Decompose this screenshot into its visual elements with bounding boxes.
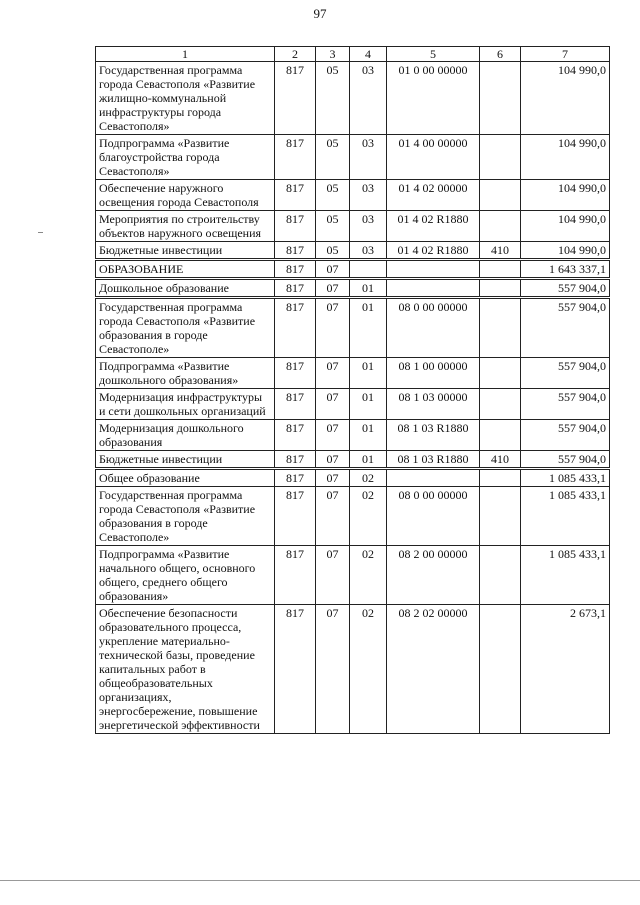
table-row: [96, 469, 610, 487]
target-item-cell: 08 1 03 00000: [387, 389, 480, 420]
section-code-cell: 07: [316, 260, 350, 279]
section-code-cell: 07: [316, 420, 350, 451]
row-name-cell: Обеспечение наружного освещения города Севастополя: [96, 180, 275, 211]
expense-type-cell: [480, 487, 521, 546]
row-name-cell: Дошкольное образование: [96, 279, 275, 298]
subsection-code-cell: 01: [350, 451, 387, 469]
subsection-code-cell: 03: [350, 62, 387, 135]
expense-type-cell: [480, 605, 521, 734]
section-code-cell: 05: [316, 180, 350, 211]
amount-cell: 557 904,0: [521, 389, 610, 420]
section-code-cell: 05: [316, 135, 350, 180]
grbs-code-cell: 817: [275, 180, 316, 211]
table-row: [96, 546, 610, 605]
target-item-cell: 08 1 03 R1880: [387, 420, 480, 451]
target-item-cell: 01 0 00 00000: [387, 62, 480, 135]
section-code-cell: 07: [316, 546, 350, 605]
grbs-code-cell: 817: [275, 389, 316, 420]
row-name-cell: Модернизация дошкольного образования: [96, 420, 275, 451]
amount-cell: 1 085 433,1: [521, 487, 610, 546]
section-code-cell: 07: [316, 487, 350, 546]
expense-type-cell: 410: [480, 242, 521, 260]
table-row: [96, 420, 610, 451]
expense-type-cell: 410: [480, 451, 521, 469]
subsection-code-cell: 01: [350, 420, 387, 451]
target-item-cell: 08 2 00 00000: [387, 546, 480, 605]
amount-cell: 557 904,0: [521, 358, 610, 389]
margin-mark: [38, 232, 43, 233]
expense-type-cell: [480, 389, 521, 420]
expense-type-cell: [480, 469, 521, 487]
expense-type-cell: [480, 420, 521, 451]
header-cell: 5: [387, 47, 480, 62]
header-cell: 3: [316, 47, 350, 62]
section-code-cell: 05: [316, 62, 350, 135]
table-row: [96, 211, 610, 242]
amount-cell: 104 990,0: [521, 180, 610, 211]
subsection-code-cell: 02: [350, 469, 387, 487]
header-cell: 1: [96, 47, 275, 62]
grbs-code-cell: 817: [275, 469, 316, 487]
amount-cell: 2 673,1: [521, 605, 610, 734]
grbs-code-cell: 817: [275, 605, 316, 734]
row-name-cell: Бюджетные инвестиции: [96, 242, 275, 260]
grbs-code-cell: 817: [275, 358, 316, 389]
section-code-cell: 05: [316, 242, 350, 260]
table-row: [96, 298, 610, 358]
grbs-code-cell: 817: [275, 260, 316, 279]
header-cell: 2: [275, 47, 316, 62]
section-code-cell: 07: [316, 358, 350, 389]
subsection-code-cell: 02: [350, 487, 387, 546]
grbs-code-cell: 817: [275, 546, 316, 605]
grbs-code-cell: 817: [275, 420, 316, 451]
target-item-cell: [387, 469, 480, 487]
table-row: [96, 605, 610, 734]
subsection-code-cell: 03: [350, 242, 387, 260]
amount-cell: 557 904,0: [521, 298, 610, 358]
amount-cell: 1 085 433,1: [521, 469, 610, 487]
section-code-cell: 07: [316, 451, 350, 469]
amount-cell: 104 990,0: [521, 62, 610, 135]
budget-table: [95, 46, 610, 734]
subsection-code-cell: 03: [350, 180, 387, 211]
row-name-cell: Модернизация инфраструктуры и сети дошкольных организаций: [96, 389, 275, 420]
table-row: [96, 180, 610, 211]
amount-cell: 1 643 337,1: [521, 260, 610, 279]
row-name-cell: Мероприятия по строительству объектов наружного освещения: [96, 211, 275, 242]
table-row: [96, 62, 610, 135]
expense-type-cell: [480, 180, 521, 211]
expense-type-cell: [480, 260, 521, 279]
subsection-code-cell: 01: [350, 389, 387, 420]
row-name-cell: Подпрограмма «Развитие начального общего, основного общего, среднего общего образования»: [96, 546, 275, 605]
header-cell: 4: [350, 47, 387, 62]
row-name-cell: Подпрограмма «Развитие благоустройства города Севастополя»: [96, 135, 275, 180]
row-name-cell: Государственная программа города Севастополя «Развитие образования в городе Севастополе»: [96, 487, 275, 546]
table-header-row: [96, 47, 610, 62]
section-code-cell: 07: [316, 279, 350, 298]
amount-cell: 104 990,0: [521, 242, 610, 260]
page-number: 97: [313, 6, 327, 21]
grbs-code-cell: 817: [275, 451, 316, 469]
amount-cell: 104 990,0: [521, 135, 610, 180]
amount-cell: 1 085 433,1: [521, 546, 610, 605]
row-name-cell: Государственная программа города Севастополя «Развитие образования в городе Севастополе»: [96, 298, 275, 358]
row-name-cell: Государственная программа города Севастополя «Развитие жилищно-коммунальной инфраструктуры города Севастополя»: [96, 62, 275, 135]
section-code-cell: 05: [316, 211, 350, 242]
table-row: [96, 242, 610, 260]
section-code-cell: 07: [316, 298, 350, 358]
expense-type-cell: [480, 135, 521, 180]
expense-type-cell: [480, 298, 521, 358]
subsection-code-cell: 03: [350, 211, 387, 242]
subsection-code-cell: 01: [350, 279, 387, 298]
row-name-cell: Общее образование: [96, 469, 275, 487]
table-row: [96, 487, 610, 546]
expense-type-cell: [480, 62, 521, 135]
scan-edge-line: [0, 880, 640, 881]
amount-cell: 557 904,0: [521, 451, 610, 469]
grbs-code-cell: 817: [275, 298, 316, 358]
target-item-cell: 01 4 02 R1880: [387, 242, 480, 260]
row-name-cell: ОБРАЗОВАНИЕ: [96, 260, 275, 279]
amount-cell: 104 990,0: [521, 211, 610, 242]
grbs-code-cell: 817: [275, 135, 316, 180]
table-row: [96, 135, 610, 180]
table-row: [96, 279, 610, 298]
target-item-cell: 08 0 00 00000: [387, 298, 480, 358]
subsection-code-cell: 03: [350, 135, 387, 180]
row-name-cell: Бюджетные инвестиции: [96, 451, 275, 469]
section-code-cell: 07: [316, 605, 350, 734]
grbs-code-cell: 817: [275, 279, 316, 298]
table-row: [96, 358, 610, 389]
target-item-cell: 08 1 03 R1880: [387, 451, 480, 469]
target-item-cell: 08 1 00 00000: [387, 358, 480, 389]
target-item-cell: 08 0 00 00000: [387, 487, 480, 546]
expense-type-cell: [480, 358, 521, 389]
header-cell: 6: [480, 47, 521, 62]
grbs-code-cell: 817: [275, 242, 316, 260]
expense-type-cell: [480, 279, 521, 298]
subsection-code-cell: [350, 260, 387, 279]
grbs-code-cell: 817: [275, 487, 316, 546]
table-body: [96, 62, 610, 734]
row-name-cell: Обеспечение безопасности образовательного процесса, укрепление материально-технической базы, проведение капитальных работ в общеобразовательных организациях, энергосбережение, повышение энергетической эффективности: [96, 605, 275, 734]
expense-type-cell: [480, 546, 521, 605]
target-item-cell: 08 2 02 00000: [387, 605, 480, 734]
amount-cell: 557 904,0: [521, 279, 610, 298]
target-item-cell: 01 4 02 00000: [387, 180, 480, 211]
table-row: [96, 260, 610, 279]
row-name-cell: Подпрограмма «Развитие дошкольного образования»: [96, 358, 275, 389]
section-code-cell: 07: [316, 389, 350, 420]
amount-cell: 557 904,0: [521, 420, 610, 451]
subsection-code-cell: 01: [350, 298, 387, 358]
section-code-cell: 07: [316, 469, 350, 487]
target-item-cell: [387, 279, 480, 298]
table-row: [96, 451, 610, 469]
table-row: [96, 389, 610, 420]
expense-type-cell: [480, 211, 521, 242]
target-item-cell: [387, 260, 480, 279]
target-item-cell: 01 4 00 00000: [387, 135, 480, 180]
subsection-code-cell: 02: [350, 546, 387, 605]
subsection-code-cell: 02: [350, 605, 387, 734]
grbs-code-cell: 817: [275, 62, 316, 135]
header-cell: 7: [521, 47, 610, 62]
target-item-cell: 01 4 02 R1880: [387, 211, 480, 242]
grbs-code-cell: 817: [275, 211, 316, 242]
subsection-code-cell: 01: [350, 358, 387, 389]
